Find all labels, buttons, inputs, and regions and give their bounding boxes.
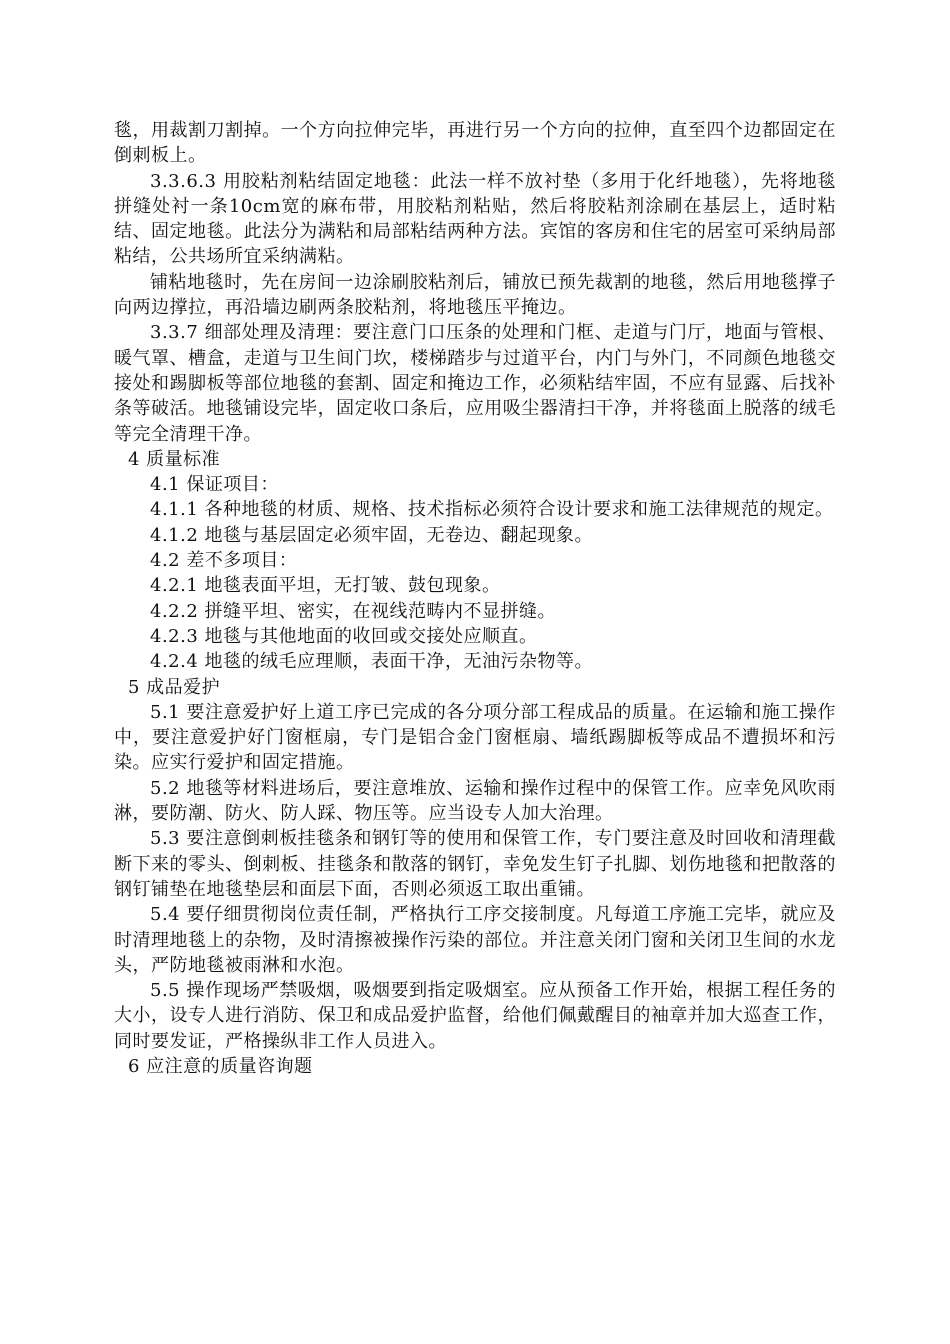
paragraph-continuation: 毯，用裁割刀割掉。一个方向拉伸完毕，再进行另一个方向的拉伸，直至四个边都固定在倒刺板上。 xyxy=(114,120,836,167)
paragraph-4-2-1: 4.2.1 地毯表面平坦，无打皱、鼓包现象。 xyxy=(150,575,501,597)
paragraph-4-1-2: 4.1.2 地毯与基层固定必须牢固，无卷边、翻起现象。 xyxy=(150,524,594,546)
document-body xyxy=(114,118,836,1079)
paragraph-3-3-6-3: 3.3.6.3 用胶粘剂粘结固定地毯：此法一样不放衬垫（多用于化纤地毯），先将地毯拼缝处衬一条10cm宽的麻布带，用胶粘剂粘贴，然后将胶粘剂涂刷在基层上，适时粘结、固定地毯。此法分为满粘和局部粘结两种方法。宾馆的客房和住宅的居室可采纳局部粘结，公共场所宜采纳满粘。 xyxy=(114,170,836,268)
section-heading-6: 6 应注意的质量咨询题 xyxy=(128,1055,313,1077)
paragraph-5-4: 5.4 要仔细贯彻岗位责任制，严格执行工序交接制度。凡每道工序施工完毕，就应及时清理地毯上的杂物，及时清擦被操作污染的部位。并注意关闭门窗和关闭卫生间的水龙头，严防地毯被雨淋和水泡。 xyxy=(114,904,836,976)
paragraph-5-1: 5.1 要注意爱护好上道工序已完成的各分项分部工程成品的质量。在运输和施工操作中，要注意爱护好门窗框扇，专门是铝合金门窗框扇、墙纸踢脚板等成品不遭损坏和污染。应实行爱护和固定措施。 xyxy=(114,701,836,774)
paragraph-5-2: 5.2 地毯等材料进场后，要注意堆放、运输和操作过程中的保管工作。应幸免风吹雨淋，要防潮、防火、防人踩、物压等。应当设专人加大治理。 xyxy=(114,777,836,825)
paragraph-4-1-1: 4.1.1 各种地毯的材质、规格、技术指标必须符合设计要求和施工法律规范的规定。 xyxy=(150,499,834,521)
paragraph-4-2: 4.2 差不多项目： xyxy=(150,550,298,572)
paragraph-5-5: 5.5 操作现场严禁吸烟，吸烟要到指定吸烟室。应从预备工作开始，根据工程任务的大小，设专人进行消防、保卫和成品爱护监督，给他们佩戴醒目的袖章并加大巡查工作，同时要发证，严格操纵非工作人员进入。 xyxy=(114,980,836,1052)
paragraph-4-2-3: 4.2.3 地毯与其他地面的收回或交接处应顺直。 xyxy=(150,625,538,647)
section-heading-5: 5 成品爱护 xyxy=(128,676,221,698)
paragraph-4-1: 4.1 保证项目： xyxy=(150,474,279,496)
paragraph-4-2-4: 4.2.4 地毯的绒毛应理顺，表面干净，无油污杂物等。 xyxy=(150,651,594,673)
paragraph-3-3-7: 3.3.7 细部处理及清理：要注意门口压条的处理和门框、走道与门厅，地面与管根、暖气罩、槽盒，走道与卫生间门坎，楼梯踏步与过道平台，内门与外门，不同颜色地毯交接处和踢脚板等部位地毯的套割、固定和掩边工作，必须粘结牢固，不应有显露、后找补条等破活。地毯铺设完毕，固定收口条后，应用吸尘器清扫干净，并将毯面上脱落的绒毛等完全清理干净。 xyxy=(114,322,836,445)
paragraph-5-3: 5.3 要注意倒刺板挂毯条和钢钉等的使用和保管工作，专门要注意及时回收和清理截断下来的零头、倒刺板、挂毯条和散落的钢钉，幸免发生钉子扎脚、划伤地毯和把散落的钢钉铺垫在地毯垫层和面层下面，否则必须返工取出重铺。 xyxy=(114,828,836,900)
section-heading-4: 4 质量标准 xyxy=(128,448,221,470)
paragraph-4-2-2: 4.2.2 拼缝平坦、密实，在视线范畴内不显拼缝。 xyxy=(150,600,557,622)
paragraph-laying-method: 铺粘地毯时，先在房间一边涂刷胶粘剂后，铺放已预先裁割的地毯，然后用地毯撑子向两边撑拉，再沿墙边刷两条胶粘剂，将地毯压平掩边。 xyxy=(114,271,836,319)
